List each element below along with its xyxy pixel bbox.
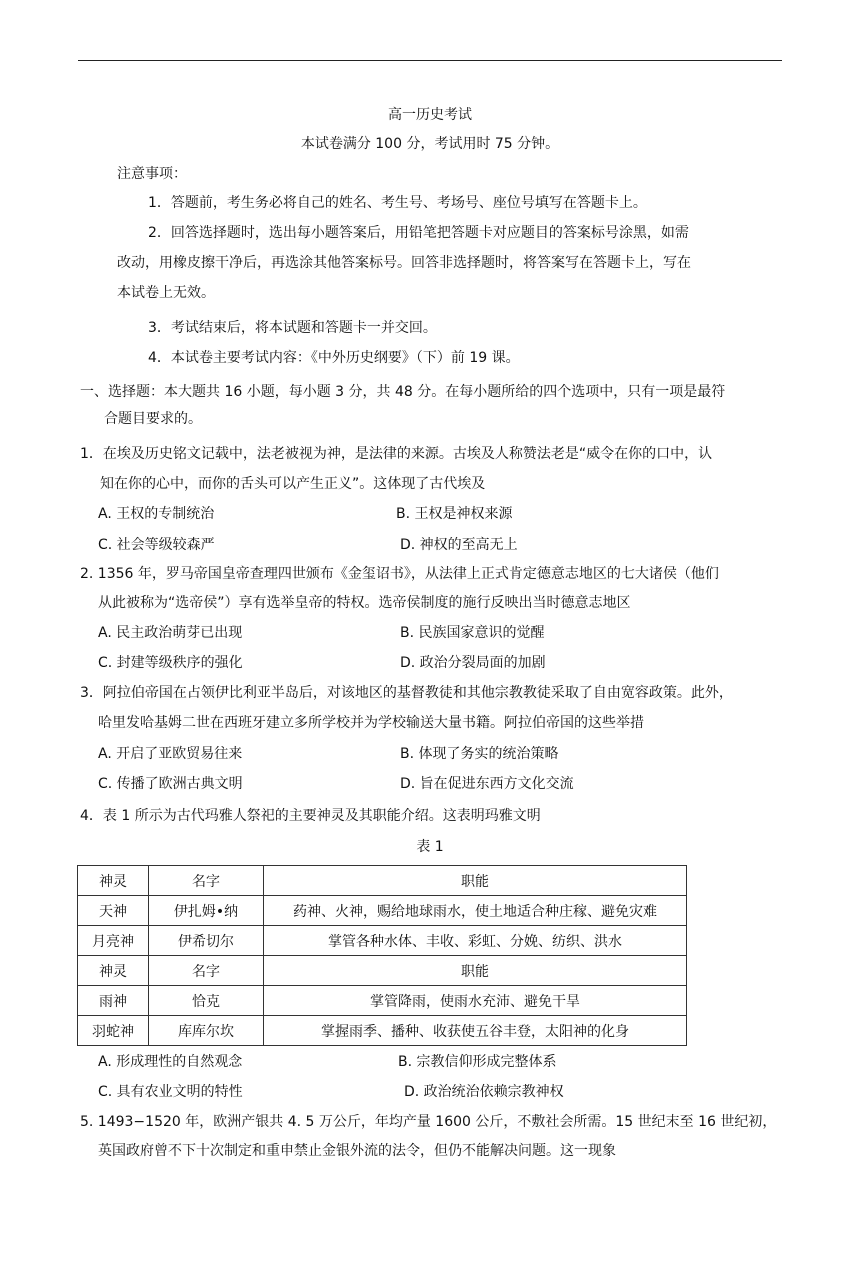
question-3-option-d: D. 旨在促进东西方文化交流 [400, 776, 574, 792]
table-cell: 掌握雨季、播种、收获使五谷丰登，太阳神的化身 [264, 1016, 687, 1046]
table-cell: 雨神 [78, 986, 149, 1016]
notice-heading: 注意事项： [117, 166, 187, 182]
question-2-option-a: A. 民主政治萌芽已出现 [98, 625, 243, 641]
table-cell: 恰克 [149, 986, 264, 1016]
question-4-option-b: B. 宗教信仰形成完整体系 [398, 1054, 557, 1070]
table-cell: 职能 [264, 956, 687, 986]
question-1-option-d: D. 神权的至高无上 [400, 537, 518, 553]
exam-subtitle: 本试卷满分 100 分，考试用时 75 分钟。 [300, 136, 560, 152]
question-2-option-d: D. 政治分裂局面的加剧 [400, 655, 546, 671]
table-cell: 掌管降雨，使雨水充沛、避免干旱 [264, 986, 687, 1016]
table-cell: 羽蛇神 [78, 1016, 149, 1046]
table-row [78, 986, 687, 1016]
table-cell: 神灵 [78, 956, 149, 986]
table-row [78, 1016, 687, 1046]
question-3-stem: 哈里发哈基姆二世在西班牙建立多所学校并为学校输送大量书籍。阿拉伯帝国的这些举措 [98, 715, 644, 731]
notice-line: 改动，用橡皮擦干净后，再选涂其他答案标号。回答非选择题时，将答案写在答题卡上，写在 [117, 255, 691, 271]
question-4-option-c: C. 具有农业文明的特性 [98, 1084, 243, 1100]
question-1-stem: 1．在埃及历史铭文记载中，法老被视为神，是法律的来源。古埃及人称赞法老是“威令在你的口中，认 [80, 446, 713, 462]
table-cell: 职能 [264, 866, 687, 896]
question-3-option-a: A. 开启了亚欧贸易往来 [98, 746, 243, 762]
question-5-stem: 5. 1493−1520 年，欧洲产银共 4. 5 万公斤，年均产量 1600 公斤，不敷社会所需。15 世纪末至 16 世纪初， [80, 1114, 777, 1130]
question-3-stem: 3．阿拉伯帝国在占领伊比利亚半岛后，对该地区的基督教徒和其他宗教教徒采取了自由宽容政策。此外， [80, 685, 733, 701]
question-2-stem: 从此被称为“选帝侯”）享有选举皇帝的特权。选帝侯制度的施行反映出当时德意志地区 [98, 595, 631, 611]
question-1-option-b: B. 王权是神权来源 [396, 506, 513, 522]
notice-line: 1．答题前，考生务必将自己的姓名、考生号、考场号、座位号填写在答题卡上。 [148, 195, 647, 211]
question-2-option-b: B. 民族国家意识的觉醒 [400, 625, 545, 641]
section-heading-cont: 合题目要求的。 [104, 411, 202, 427]
question-2-stem: 2. 1356 年，罗马帝国皇帝查理四世颁布《金玺诏书》，从法律上正式肯定德意志地区的七大诸侯（他们 [80, 566, 719, 582]
table-row [78, 866, 687, 896]
table-cell: 药神、火神，赐给地球雨水，使土地适合种庄稼、避免灾难 [264, 896, 687, 926]
notice-line: 3．考试结束后，将本试题和答题卡一并交回。 [148, 320, 437, 336]
table-cell: 掌管各种水体、丰收、彩虹、分娩、纺织、洪水 [264, 926, 687, 956]
question-1-option-a: A. 王权的专制统治 [98, 506, 215, 522]
table-caption: 表 1 [416, 839, 444, 855]
table-cell: 名字 [149, 956, 264, 986]
table-cell: 伊扎姆•纳 [149, 896, 264, 926]
table-cell: 伊希切尔 [149, 926, 264, 956]
table-row [78, 956, 687, 986]
question-3-option-b: B. 体现了务实的统治策略 [400, 746, 559, 762]
table-row [78, 926, 687, 956]
section-heading: 一、选择题：本大题共 16 小题，每小题 3 分，共 48 分。在每小题所给的四个选项中，只有一项是最符 [80, 384, 726, 400]
question-5-stem: 英国政府曾不下十次制定和重申禁止金银外流的法令，但仍不能解决问题。这一现象 [98, 1143, 616, 1159]
question-2-option-c: C. 封建等级秩序的强化 [98, 655, 243, 671]
table-cell: 库库尔坎 [149, 1016, 264, 1046]
question-1-stem: 知在你的心中，而你的舌头可以产生正义”。这体现了古代埃及 [100, 476, 486, 492]
question-4-option-d: D. 政治统治依赖宗教神权 [404, 1084, 564, 1100]
table-cell: 天神 [78, 896, 149, 926]
notice-line: 4．本试卷主要考试内容：《中外历史纲要》（下）前 19 课。 [148, 350, 520, 366]
exam-title: 高一历史考试 [388, 107, 472, 123]
question-3-option-c: C. 传播了欧洲古典文明 [98, 776, 243, 792]
question-4-option-a: A. 形成理性的自然观念 [98, 1054, 243, 1070]
question-4-stem: 4．表 1 所示为古代玛雅人祭祀的主要神灵及其职能介绍。这表明玛雅文明 [80, 808, 541, 824]
notice-line: 2．回答选择题时，选出每小题答案后，用铅笔把答题卡对应题目的答案标号涂黑，如需 [148, 225, 689, 241]
header-rule [78, 60, 782, 61]
table-cell: 月亮神 [78, 926, 149, 956]
table-cell: 名字 [149, 866, 264, 896]
table-cell: 神灵 [78, 866, 149, 896]
question-1-option-c: C. 社会等级较森严 [98, 537, 215, 553]
notice-line: 本试卷上无效。 [117, 285, 215, 301]
deity-table [77, 865, 687, 1046]
table-row [78, 896, 687, 926]
